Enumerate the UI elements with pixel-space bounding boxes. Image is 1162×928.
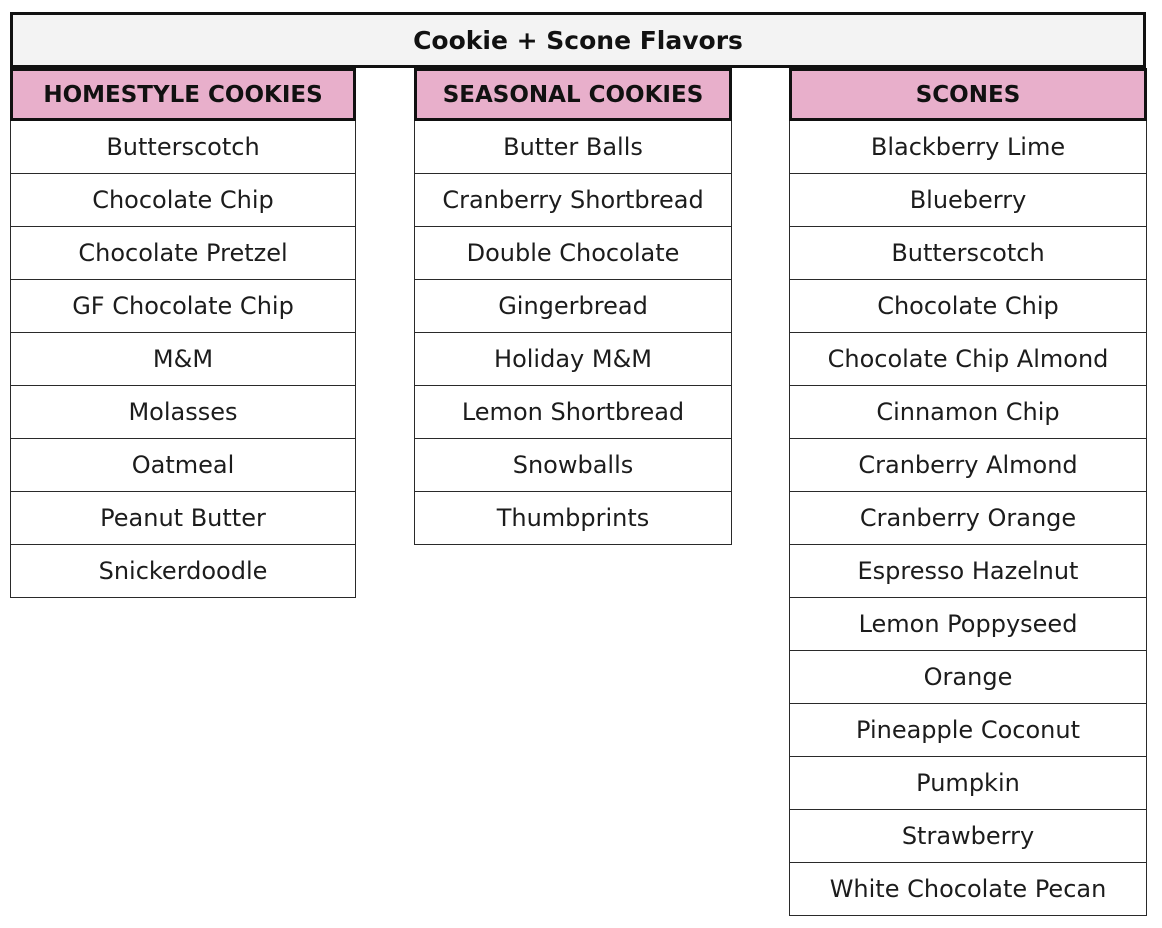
flavor-cell: M&M [10, 333, 356, 386]
flavor-cell: Cranberry Orange [789, 492, 1147, 545]
flavor-cell: Thumbprints [414, 492, 732, 545]
flavor-cell: Orange [789, 651, 1147, 704]
flavor-cell: Double Chocolate [414, 227, 732, 280]
flavor-cell: Butterscotch [789, 227, 1147, 280]
flavor-cell: Pineapple Coconut [789, 704, 1147, 757]
flavor-list-seasonal-cookies [414, 121, 732, 545]
flavor-cell: Blackberry Lime [789, 121, 1147, 174]
flavor-list-homestyle-cookies [10, 121, 356, 598]
flavor-cell: Pumpkin [789, 757, 1147, 810]
flavor-cell: Cinnamon Chip [789, 386, 1147, 439]
flavor-cell: Lemon Poppyseed [789, 598, 1147, 651]
column-scones [789, 68, 1147, 916]
column-heading-seasonal-cookies: SEASONAL COOKIES [414, 68, 732, 121]
flavor-cell: Gingerbread [414, 280, 732, 333]
flavor-cell: Holiday M&M [414, 333, 732, 386]
column-homestyle-cookies [10, 68, 356, 598]
flavor-cell: Cranberry Almond [789, 439, 1147, 492]
flavor-list-scones [789, 121, 1147, 916]
flavor-cell: Strawberry [789, 810, 1147, 863]
flavor-cell: Snowballs [414, 439, 732, 492]
flavor-cell: Chocolate Pretzel [10, 227, 356, 280]
flavor-cell: Lemon Shortbread [414, 386, 732, 439]
flavor-cell: Butterscotch [10, 121, 356, 174]
flavor-cell: Molasses [10, 386, 356, 439]
flavor-cell: White Chocolate Pecan [789, 863, 1147, 916]
column-heading-homestyle-cookies: HOMESTYLE COOKIES [10, 68, 356, 121]
flavor-cell: Oatmeal [10, 439, 356, 492]
page-title: Cookie + Scone Flavors [10, 12, 1146, 68]
column-heading-scones: SCONES [789, 68, 1147, 121]
flavor-cell: Chocolate Chip Almond [789, 333, 1147, 386]
flavor-cell: Blueberry [789, 174, 1147, 227]
flavor-cell: Peanut Butter [10, 492, 356, 545]
flavor-cell: Chocolate Chip [789, 280, 1147, 333]
flavor-cell: Espresso Hazelnut [789, 545, 1147, 598]
flavor-cell: Butter Balls [414, 121, 732, 174]
flavor-cell: Chocolate Chip [10, 174, 356, 227]
flavor-cell: GF Chocolate Chip [10, 280, 356, 333]
column-seasonal-cookies [414, 68, 732, 545]
flavor-cell: Cranberry Shortbread [414, 174, 732, 227]
flavor-cell: Snickerdoodle [10, 545, 356, 598]
